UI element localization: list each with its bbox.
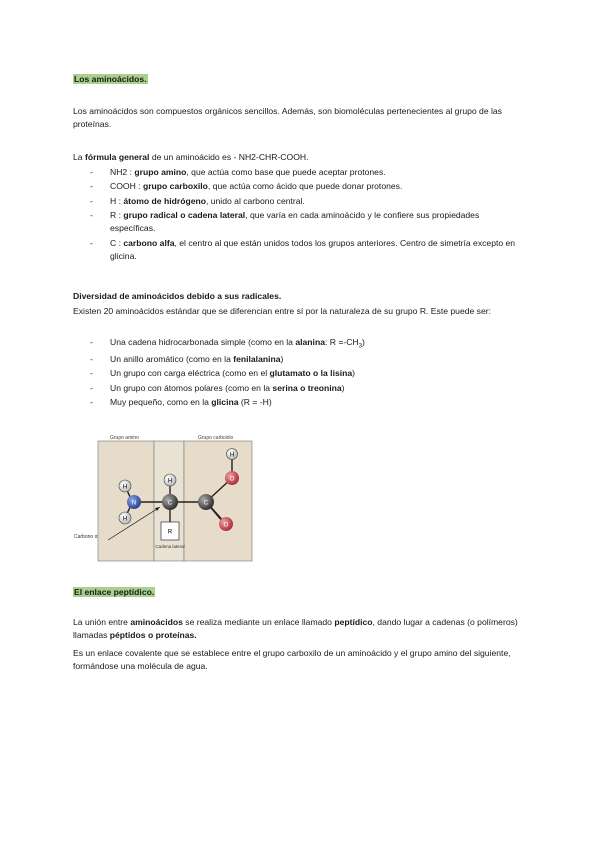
formula-list <box>90 166 526 264</box>
svg-text:C: C <box>167 500 173 507</box>
svg-text:H: H <box>122 484 128 491</box>
list-item: - Muy pequeño, como en la glicina (R = -H) <box>90 396 272 407</box>
list-item: - R : grupo radical o cadena lateral, que varía en cada aminoácido y le confiere sus propiedades específicas. <box>90 209 480 234</box>
amino-group-panel <box>98 441 154 561</box>
label-carboxyl-group: Grupo carboxilo <box>198 435 234 441</box>
heading-text: El enlace peptídico. <box>74 587 155 597</box>
list-item: - C : carbono alfa, el centro al que están unidos todos los grupos anteriores. Centro de simetría excepto en glicina. <box>90 237 516 261</box>
label-alpha-carbon: Carbono α <box>74 534 98 540</box>
list-item: - Un grupo con átomos polares (como en la serina o treonina) <box>90 382 345 393</box>
section-heading-peptide <box>73 586 155 599</box>
svg-text:C: C <box>203 500 209 507</box>
list-item: - Una cadena hidrocarbonada simple (como en la alanina: $R =-CH_3$) <box>90 337 365 350</box>
formula-post: de un aminoácido es - NH2-CHR-COOH. <box>149 152 309 162</box>
list-item: - COOH : grupo carboxilo, que actúa como ácido que puede donar protones. <box>90 181 403 192</box>
carboxyl-group-panel <box>184 441 252 561</box>
label-amino-group: Grupo amino <box>110 435 139 441</box>
svg-text:N: N <box>131 500 137 507</box>
svg-text:H: H <box>122 516 128 523</box>
heading-text: Los aminoácidos. <box>74 74 147 84</box>
label-side-chain: Cadena lateral <box>155 544 185 549</box>
svg-text:R: R <box>167 529 173 536</box>
svg-text:O: O <box>229 476 235 483</box>
svg-text:O: O <box>223 522 229 529</box>
formula-line <box>73 151 525 164</box>
section-heading-aminoacids <box>73 73 148 86</box>
peptide-paragraph-1: La unión entre aminoácidos se realiza mediante un enlace llamado peptídico, dando lugar a cadenas (o polímeros) llamadas péptidos o proteínas. <box>73 617 518 641</box>
diversity-heading <box>73 290 525 303</box>
list-item: - Un anillo aromático (como en la fenilalanina) <box>90 354 284 365</box>
svg-text:H: H <box>167 478 173 485</box>
diversity-heading-text: Diversidad de aminoácidos debido a sus radicales. <box>73 291 282 301</box>
diversity-list <box>90 336 526 410</box>
amino-acid-diagram <box>70 428 260 568</box>
intro-paragraph: Los aminoácidos son compuestos orgánicos sencillos. Además, son biomoléculas pertenecientes al grupo de las proteínas. <box>73 106 502 130</box>
list-item: - Un grupo con carga eléctrica (como en el glutamato o la lisina) <box>90 368 356 379</box>
diversity-intro: Existen 20 aminoácidos estándar que se diferencian entre sí por la naturaleza de su grupo R. Este puede ser: <box>73 306 492 316</box>
list-item: - H : átomo de hidrógeno, unido al carbono central. <box>90 195 305 206</box>
formula-pre: La <box>73 152 85 162</box>
formula-bold: fórmula general <box>84 152 150 162</box>
list-item: - NH2 : grupo amino, que actúa como base que puede aceptar protones. <box>90 167 386 177</box>
svg-text:H: H <box>229 452 235 459</box>
peptide-paragraph-2: Es un enlace covalente que se establece entre el grupo carboxilo de un aminoácido y el grupo amino del siguiente, formándose una molécula de agua. <box>73 648 511 672</box>
